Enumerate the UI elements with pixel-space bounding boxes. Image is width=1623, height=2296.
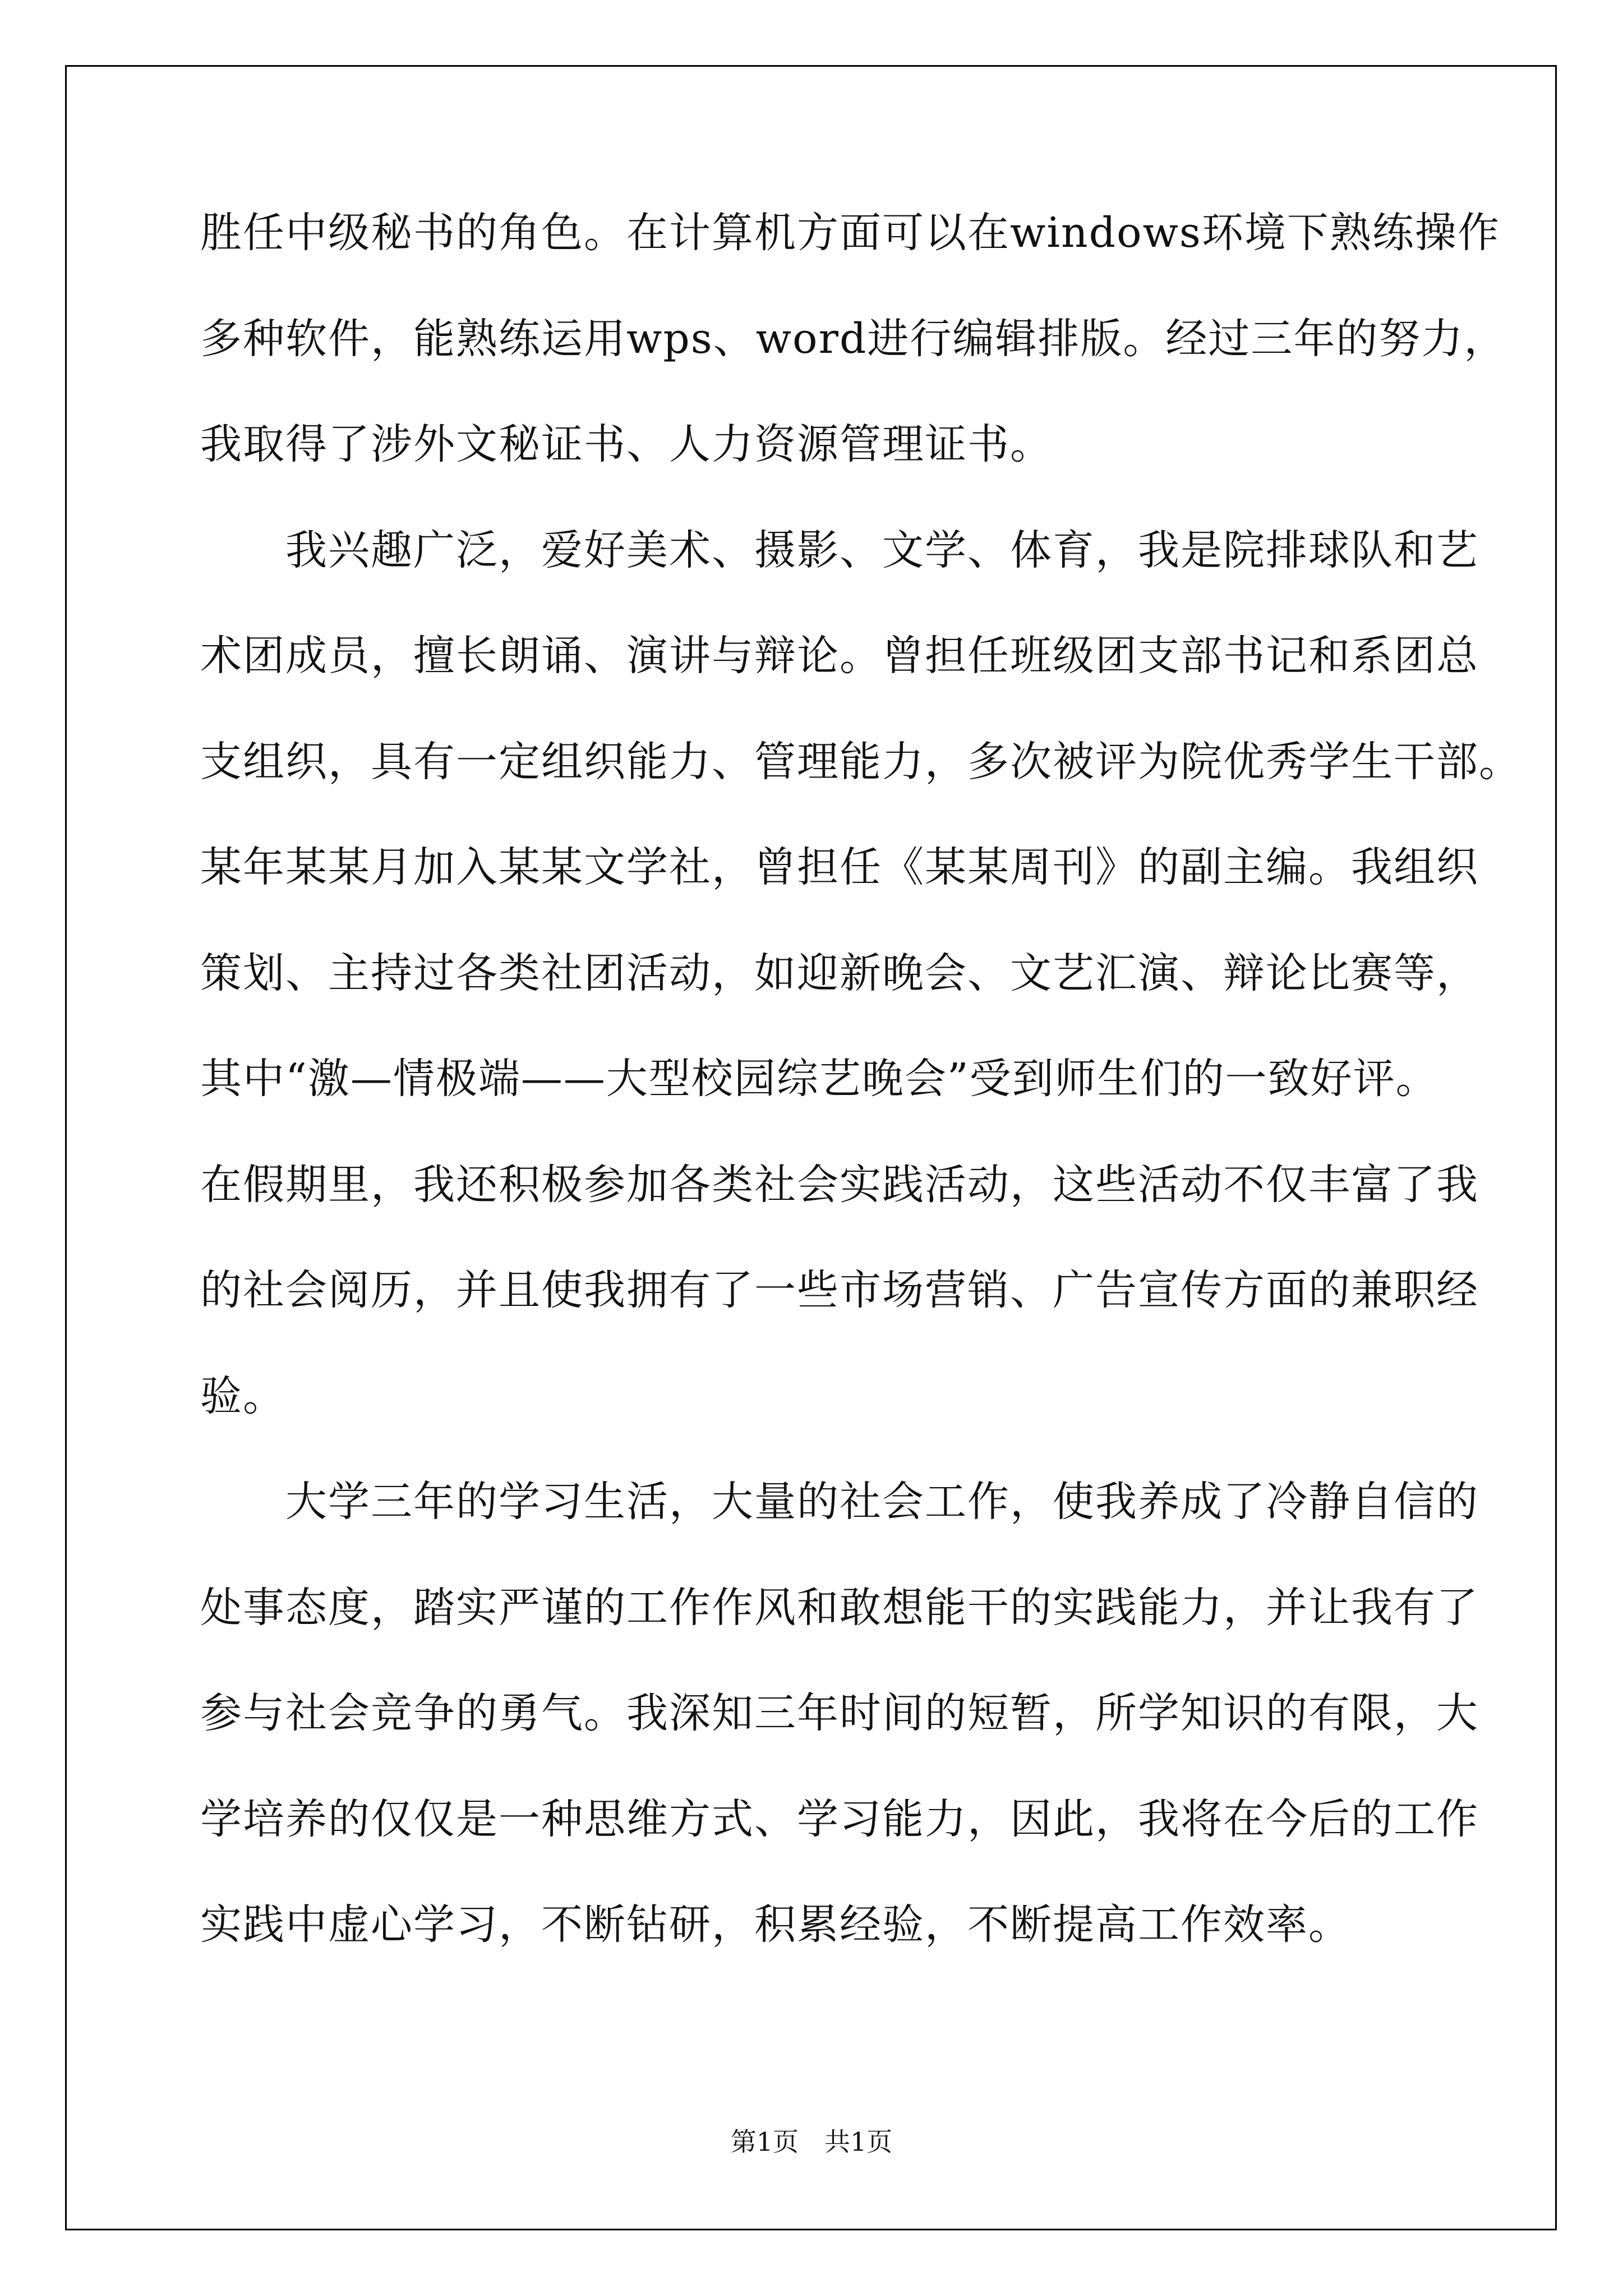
text-line: 多种软件，能熟练运用wps、word进行编辑排版。经过三年的努力， (200, 314, 1507, 363)
text-line: 策划、主持过各类社团活动，如迎新晚会、文艺汇演、辩论比赛等， (200, 949, 1479, 997)
text-line: 实践中虚心学习，不断钻研，积累经验，不断提高工作效率。 (200, 1901, 1351, 1949)
page-number-footer: 第1页 共1页 (730, 2127, 893, 2157)
text-line: 的社会阅历，并且使我拥有了一些市场营销、广告宣传方面的兼职经 (200, 1266, 1479, 1314)
text-line: 我取得了涉外文秘证书、人力资源管理证书。 (200, 420, 1053, 468)
text-line: 处事态度，踏实严谨的工作作风和敢想能干的实践能力，并让我有了 (200, 1583, 1479, 1632)
text-line: 某年某某月加入某某文学社，曾担任《某某周刊》的副主编。我组织 (200, 843, 1479, 891)
text-line: 胜任中级秘书的角色。在计算机方面可以在windows环境下熟练操作 (200, 209, 1500, 257)
text-line: 大学三年的学习生活，大量的社会工作，使我养成了冷静自信的 (200, 1478, 1479, 1526)
text-line: 我兴趣广泛，爱好美术、摄影、文学、体育，我是院排球队和艺 (200, 526, 1479, 574)
text-line: 验。 (200, 1372, 285, 1420)
text-line: 其中“激—情极端——大型校园综艺晚会”受到师生们的一致好评。 (200, 1055, 1438, 1103)
text-line: 支组织，具有一定组织能力、管理能力，多次被评为院优秀学生干部。 (200, 737, 1521, 786)
document-body (200, 209, 1521, 2010)
text-line: 术团成员，擅长朗诵、演讲与辩论。曾担任班级团支部书记和系团总 (200, 632, 1479, 680)
text-line: 学培养的仅仅是一种思维方式、学习能力，因此，我将在今后的工作 (200, 1795, 1479, 1843)
text-line: 在假期里，我还积极参加各类社会实践活动，这些活动不仅丰富了我 (200, 1160, 1479, 1209)
text-line: 参与社会竞争的勇气。我深知三年时间的短暂，所学知识的有限，大 (200, 1689, 1479, 1737)
